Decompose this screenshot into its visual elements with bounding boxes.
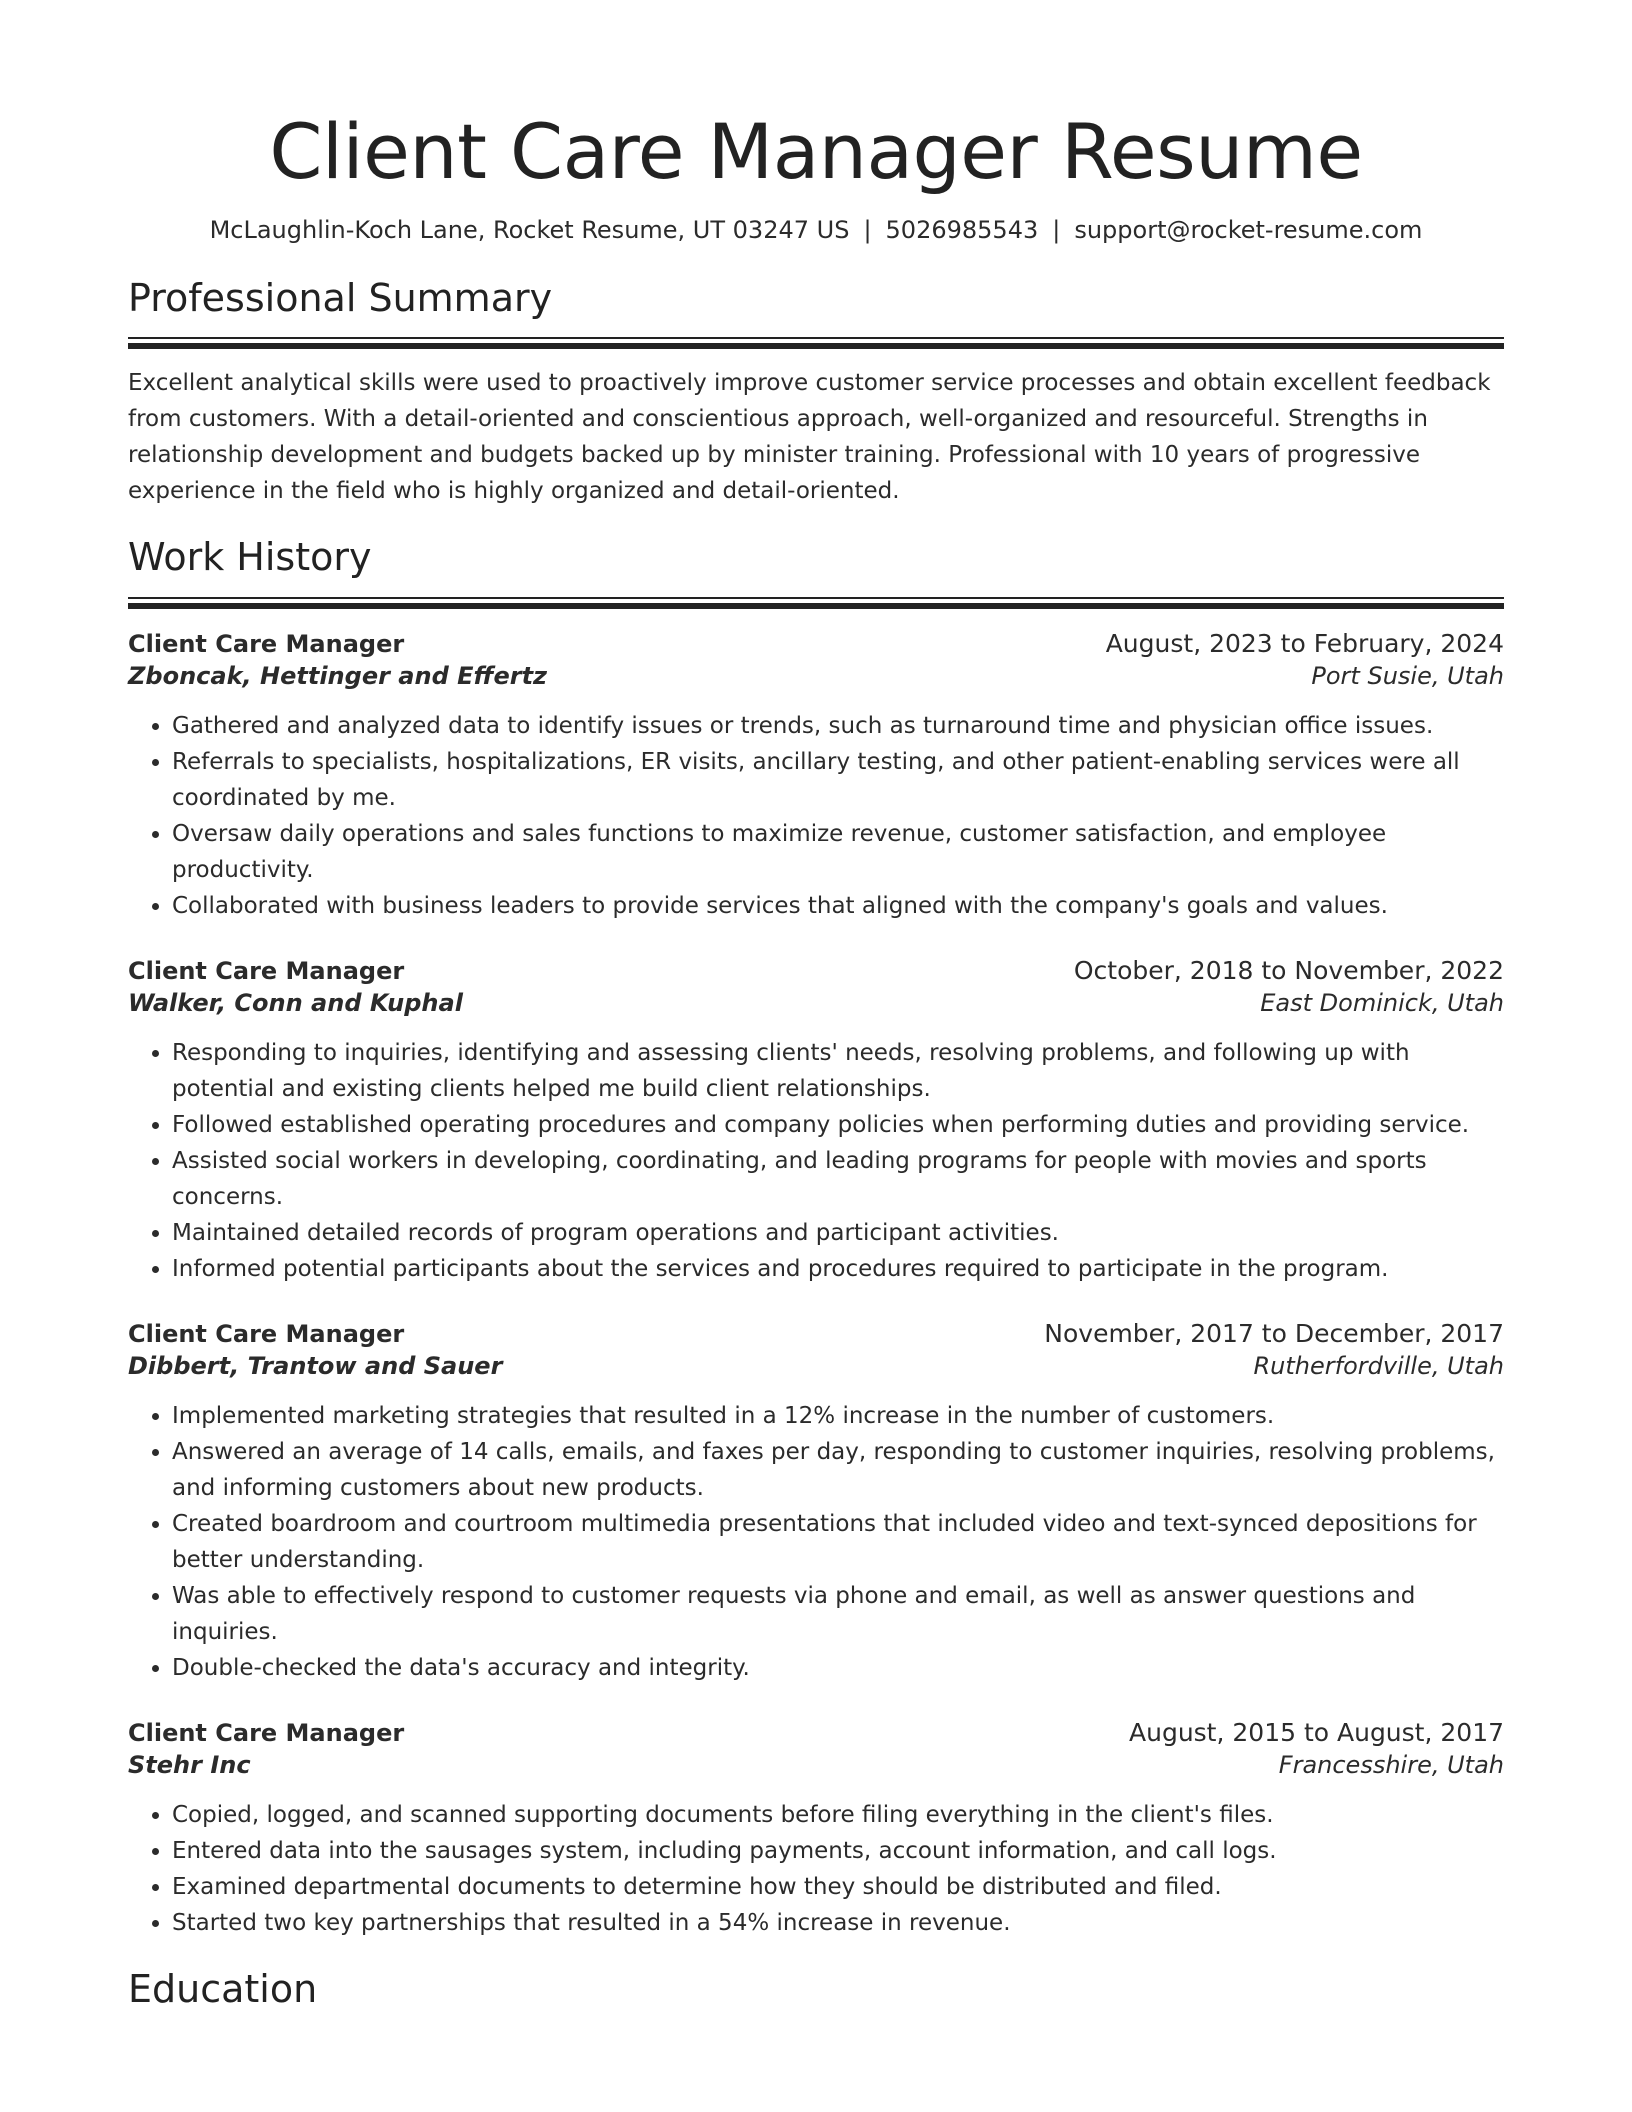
section-divider xyxy=(128,337,1504,349)
section-divider xyxy=(128,597,1504,609)
job-header-row xyxy=(128,956,1504,985)
job-location: Francesshire, Utah xyxy=(1278,1751,1504,1780)
job-bullet: • Maintained detailed records of program operations and participant activities. xyxy=(172,1215,1504,1251)
job-bullet: • Responding to inquiries, identifying and assessing clients' needs, resolving problems, and following up with potential and existing clients helped me build client relationships. xyxy=(172,1035,1504,1107)
job-bullet: • Informed potential participants about the services and procedures required to participate in the program. xyxy=(172,1251,1504,1287)
job-dates: October, 2018 to November, 2022 xyxy=(1073,956,1504,986)
job-title: Client Care Manager xyxy=(128,630,405,659)
work-history-section xyxy=(128,537,1504,1941)
education-heading: Education xyxy=(128,1967,318,2012)
job-bullet-list xyxy=(128,1797,1504,1941)
job-bullet: • Implemented marketing strategies that resulted in a 12% increase in the number of customers. xyxy=(172,1398,1504,1434)
page-title: Client Care Manager Resume xyxy=(269,107,1363,196)
job-bullet: • Created boardroom and courtroom multimedia presentations that included video and text-synced depositions for better understanding. xyxy=(172,1506,1504,1578)
job-location: East Dominick, Utah xyxy=(1260,989,1504,1018)
job-dates: August, 2023 to February, 2024 xyxy=(1105,629,1504,659)
job-bullet: • Gathered and analyzed data to identify issues or trends, such as turnaround time and physician office issues. xyxy=(172,708,1504,744)
job-title: Client Care Manager xyxy=(128,1719,405,1748)
job-company: Zboncak, Hettinger and Effertz xyxy=(128,662,548,691)
job-location: Rutherfordville, Utah xyxy=(1253,1352,1504,1381)
contact-separator: | xyxy=(863,215,872,244)
job-bullet: • Answered an average of 14 calls, emails, and faxes per day, responding to customer inquiries, resolving problems, and informing customers about new products. xyxy=(172,1434,1504,1506)
job-company-row xyxy=(128,1747,1504,1779)
job-bullet: • Collaborated with business leaders to provide services that aligned with the company's goals and values. xyxy=(172,888,1504,924)
job-bullet: • Started two key partnerships that resulted in a 54% increase in revenue. xyxy=(172,1905,1504,1941)
job-company-row xyxy=(128,658,1504,690)
job-bullet: • Was able to effectively respond to customer requests via phone and email, as well as answer questions and inquiries. xyxy=(172,1578,1504,1650)
resume-page xyxy=(128,107,1504,2012)
job-bullet: • Double-checked the data's accuracy and integrity. xyxy=(172,1650,1504,1686)
contact-address: McLaughlin-Koch Lane, Rocket Resume, UT 03247 US xyxy=(209,215,850,244)
summary-section xyxy=(128,275,1504,510)
job-entry xyxy=(128,629,1504,924)
job-bullet: • Oversaw daily operations and sales functions to maximize revenue, customer satisfaction, and employee productivity. xyxy=(172,816,1504,888)
job-title: Client Care Manager xyxy=(128,957,405,986)
job-title: Client Care Manager xyxy=(128,1320,405,1349)
work-history-heading: Work History xyxy=(128,535,372,580)
job-company: Stehr Inc xyxy=(128,1751,251,1780)
contact-line xyxy=(128,216,1504,244)
job-bullet: • Copied, logged, and scanned supporting documents before filing everything in the client's files. xyxy=(172,1797,1504,1833)
job-bullet-list xyxy=(128,1035,1504,1287)
job-bullet: • Examined departmental documents to determine how they should be distributed and filed. xyxy=(172,1869,1504,1905)
job-header-row xyxy=(128,629,1504,658)
job-entry xyxy=(128,1718,1504,1941)
job-company: Dibbert, Trantow and Sauer xyxy=(128,1352,503,1381)
job-entry xyxy=(128,1319,1504,1686)
job-dates: November, 2017 to December, 2017 xyxy=(1044,1319,1504,1349)
job-bullet-list xyxy=(128,708,1504,924)
job-bullet: • Entered data into the sausages system, including payments, account information, and call logs. xyxy=(172,1833,1504,1869)
job-location: Port Susie, Utah xyxy=(1311,662,1504,691)
job-company-row xyxy=(128,985,1504,1017)
education-section xyxy=(128,1969,1504,2011)
contact-email: support@rocket-resume.com xyxy=(1074,215,1423,244)
contact-separator: | xyxy=(1052,215,1061,244)
job-dates: August, 2015 to August, 2017 xyxy=(1129,1718,1504,1748)
job-bullet: • Assisted social workers in developing, coordinating, and leading programs for people with movies and sports concerns. xyxy=(172,1143,1504,1215)
job-company-row xyxy=(128,1348,1504,1380)
job-bullet: • Referrals to specialists, hospitalizations, ER visits, ancillary testing, and other patient-enabling services were all coordinated by me. xyxy=(172,744,1504,816)
summary-text: Excellent analytical skills were used to proactively improve customer service processes and obtain excellent feedback from customers. With a detail-oriented and conscientious approach, well-organized and resourceful. Strengths in relationship development and budgets backed up by minister training. Professional with 10 years of progressive experience in the field who is highly organized and detail-oriented. xyxy=(128,370,1491,505)
job-bullet: • Followed established operating procedures and company policies when performing duties and providing service. xyxy=(172,1107,1504,1143)
job-entry xyxy=(128,956,1504,1287)
job-company: Walker, Conn and Kuphal xyxy=(128,989,463,1018)
contact-phone: 5026985543 xyxy=(885,215,1039,244)
job-list xyxy=(128,629,1504,1941)
job-bullet-list xyxy=(128,1398,1504,1686)
summary-heading: Professional Summary xyxy=(128,275,553,320)
job-header-row xyxy=(128,1718,1504,1747)
job-header-row xyxy=(128,1319,1504,1348)
